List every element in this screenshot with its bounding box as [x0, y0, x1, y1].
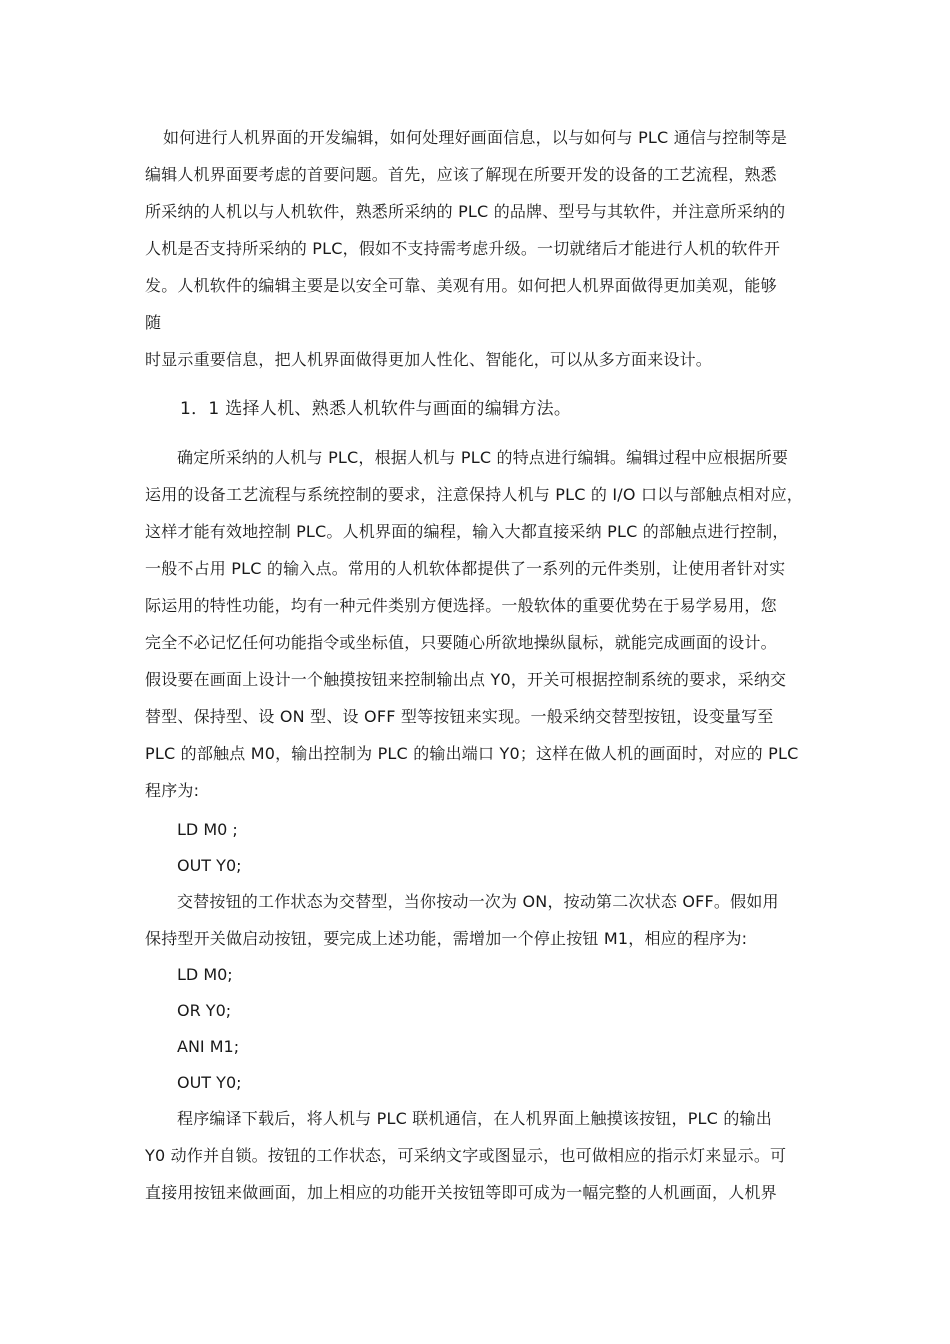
paragraph-1-line: 所采纳的人机以与人机软件，熟悉所采纳的 PLC 的品牌、型号与其软件，并注意所采纳的: [145, 202, 786, 221]
paragraph-2-line: 际运用的特性功能，均有一种元件类别方便选择。一般软体的重要优势在于易学易用，您: [145, 596, 777, 615]
paragraph-4-line: Y0 动作并自锁。按钮的工作状态，可采纳文字或图显示，也可做相应的指示灯来显示。可: [145, 1146, 787, 1165]
paragraph-1-line: 时显示重要信息，把人机界面做得更加人性化、智能化，可以从多方面来设计。: [145, 350, 713, 369]
paragraph-1-line: 人机是否支持所采纳的 PLC，假如不支持需考虑升级。一切就绪后才能进行人机的软件开: [145, 239, 781, 258]
code-line: LD M0 ;: [177, 820, 238, 839]
paragraph-1-line: 随: [145, 313, 162, 332]
code-line: OUT Y0;: [177, 856, 242, 875]
paragraph-1-line: 发。人机软件的编辑主要是以安全可靠、美观有用。如何把人机界面做得更加美观，能够: [145, 276, 777, 295]
paragraph-1-line: 如何进行人机界面的开发编辑，如何处理好画面信息，以与如何与 PLC 通信与控制等是: [163, 128, 788, 147]
paragraph-2-line: 替型、保持型、设 ON 型、设 OFF 型等按钮来实现。一般采纳交替型按钮，设变量写至: [145, 707, 774, 726]
paragraph-2-line: 确定所采纳的人机与 PLC，根据人机与 PLC 的特点进行编辑。编辑过程中应根据所要: [177, 448, 789, 467]
paragraph-3-line: 交替按钮的工作状态为交替型，当你按动一次为 ON，按动第二次状态 OFF。假如用: [177, 892, 779, 911]
paragraph-2-line: PLC 的部触点 M0，输出控制为 PLC 的输出端口 Y0；这样在做人机的画面时，对应的 PLC: [145, 744, 799, 763]
paragraph-2-line: 运用的设备工艺流程与系统控制的要求，注意保持人机与 PLC 的 I/O 口以与部触点相对应，: [145, 485, 803, 504]
code-line: OUT Y0;: [177, 1073, 242, 1092]
paragraph-3-line: 保持型开关做启动按钮，要完成上述功能，需增加一个停止按钮 M1，相应的程序为:: [145, 929, 748, 948]
paragraph-1-line: 编辑人机界面要考虑的首要问题。首先，应该了解现在所要开发的设备的工艺流程，熟悉: [145, 165, 777, 184]
paragraph-2-line: 假设要在画面上设计一个触摸按钮来控制输出点 Y0，开关可根据控制系统的要求，采纳交: [145, 670, 787, 689]
code-line: OR Y0;: [177, 1001, 232, 1020]
section-heading: 1．1 选择人机、熟悉人机软件与画面的编辑方法。: [180, 399, 572, 419]
paragraph-2-line: 程序为:: [145, 781, 200, 800]
paragraph-2-line: 一般不占用 PLC 的输入点。常用的人机软体都提供了一系列的元件类别，让使用者针对实: [145, 559, 786, 578]
paragraph-2-line: 这样才能有效地控制 PLC。人机界面的编程，输入大都直接采纳 PLC 的部触点进行控制，: [145, 522, 789, 541]
paragraph-2-line: 完全不必记忆任何功能指令或坐标值，只要随心所欲地操纵鼠标，就能完成画面的设计。: [145, 633, 777, 652]
paragraph-4-line: 直接用按钮来做画面，加上相应的功能开关按钮等即可成为一幅完整的人机画面，人机界: [145, 1183, 777, 1202]
code-line: LD M0;: [177, 965, 233, 984]
code-line: ANI M1;: [177, 1037, 240, 1056]
paragraph-4-line: 程序编译下载后，将人机与 PLC 联机通信，在人机界面上触摸该按钮，PLC 的输出: [177, 1109, 772, 1128]
